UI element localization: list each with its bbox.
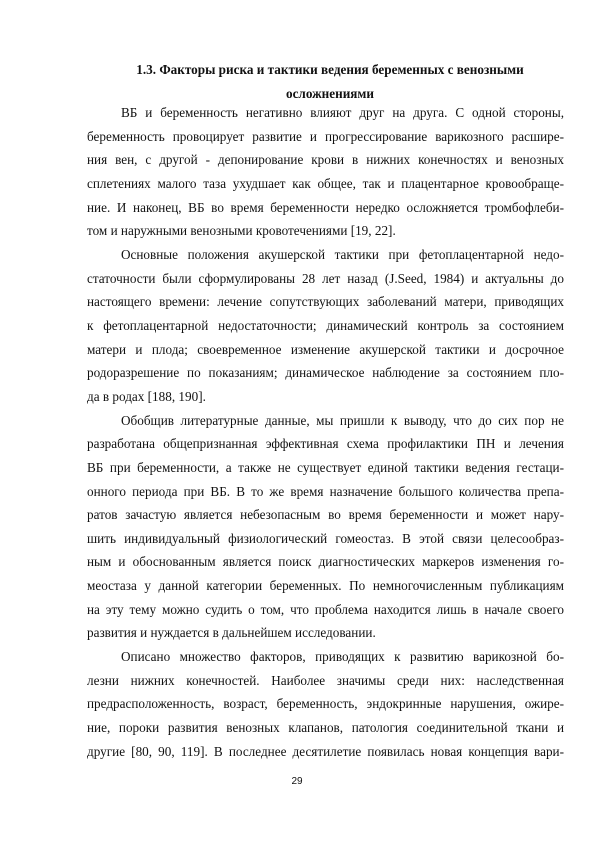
paragraph-line: Описано множество факторов, приводящих к развитию варикозной бо- [121,649,564,665]
paragraph-line: том и наружными венозными кровотечениями [19, 22]. [87,223,396,239]
paragraph-line: статочности были сформулированы 28 лет назад (J.Seed, 1984) и актуальны до [87,270,564,286]
section-heading-line-1: 1.3. Факторы риска и тактики ведения беременных с венозными [136,62,524,77]
paragraph-line: развития и нуждается в дальнейшем исследовании. [87,625,376,641]
paragraph-line: сплетениях малого таза ухудшает как общее, так и плацентарное кровообраще- [87,175,564,191]
paragraph-line: ния вен, с другой - депонирование крови в нижних конечностях и венозных [87,152,564,168]
paragraph-line: ратов зачастую является небезопасным во время беременности и может нару- [87,507,564,523]
section-heading-line-2: осложнениями [285,86,375,101]
paragraph-line: Обобщив литературные данные, мы пришли к выводу, что до сих пор не [121,412,564,428]
paragraph-line: матери и плода; своевременное изменение акушерской тактики и досрочное [87,341,564,357]
section-heading [80,58,580,106]
body-text [87,101,564,763]
paragraph-line: ным и обоснованным является поиск диагностических маркеров изменения го- [87,554,564,570]
paragraph-line: лезни нижних конечностей. Наиболее значимы среди них: наследственная [87,672,564,688]
paragraph-line: родоразрешение по показаниям; динамическое наблюдение за состоянием пло- [87,365,564,381]
paragraph-line: разработана общепризнанная эффективная схема профилактики ПН и лечения [87,436,564,452]
paragraph-line: Основные положения акушерской тактики при фетоплацентарной недо- [121,246,564,262]
paragraph-line: ВБ и беременность негативно влияют друг на друга. С одной стороны, [121,105,564,120]
paragraph-line: онного периода при ВБ. В то же время назначение большого количества препа- [87,483,564,499]
paragraph-line: ВБ при беременности, а также не существует единой тактики ведения гестаци- [87,459,564,475]
paragraph-line: на эту тему можно судить о том, что проблема находится лишь в начале своего [87,601,564,617]
page-number: 29 [291,776,303,787]
paragraph-line: беременность провоцирует развитие и прогрессирование варикозного расшире- [87,128,564,144]
paragraph-line: предрасположенность, возраст, беременность, эндокринные нарушения, ожире- [87,696,564,712]
paragraph-line: настоящего времени: лечение сопутствующих заболеваний матери, приводящих [87,294,564,310]
paragraph-line: меостаза у данной категории беременных. По немногочисленным публикациям [87,578,564,594]
paragraph-line: шить индивидуальный физиологический гомеостаз. В этой связи целесообраз- [87,530,564,546]
paragraph-line: да в родах [188, 190]. [87,388,206,404]
paragraph-line: к фетоплацентарной недостаточности; динамический контроль за состоянием [87,317,564,333]
paragraph-line: ние. И наконец, ВБ во время беременности нередко осложняется тромбофлеби- [87,199,564,215]
paragraph-line: ние, пороки развития венозных клапанов, патология соединительной ткани и [87,720,564,736]
paragraph-line: другие [80, 90, 119]. В последнее десятилетие появилась новая концепция вари- [87,743,564,759]
